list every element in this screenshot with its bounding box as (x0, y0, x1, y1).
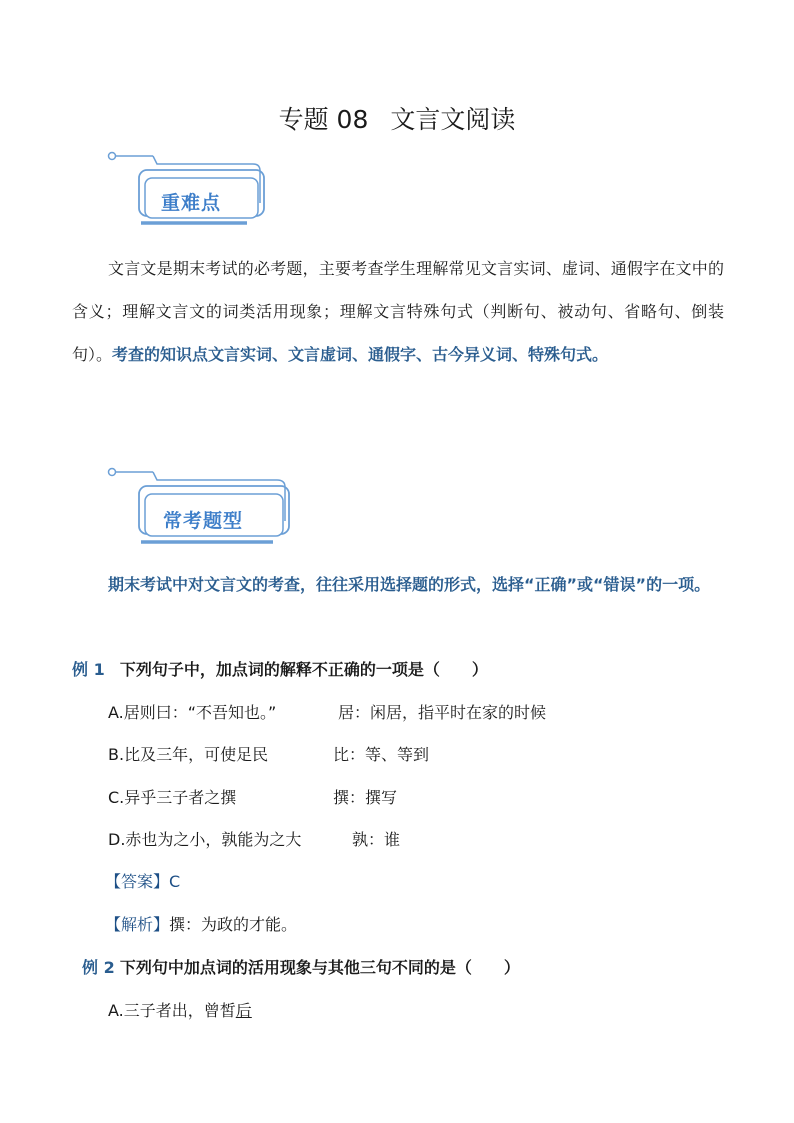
option-row (108, 785, 398, 808)
option-text: A.居则曰：“不吾知也。” (108, 703, 277, 722)
option-row (108, 827, 401, 850)
example1-question-line (72, 657, 488, 680)
intro-text: 文言文是期末考试的必考题，主要考查学生理解常见文言实词、虚词、通假字在文中的含义；理解文言文的词类活用现象；理解文言特殊句式（判断句、被动句、省略句、倒装句）。 (72, 259, 724, 364)
title-part1: 专题 08 (278, 105, 369, 134)
answer-line (105, 869, 180, 892)
example-label: 例 1 (72, 660, 105, 679)
option-text: D.赤也为之小，孰能为之大 (108, 830, 302, 849)
example2-question-line (82, 955, 520, 978)
marked-word: 后 (235, 1001, 252, 1020)
intro-highlight: 考查的知识点文言实词、文言虚词、通假字、古今异义词、特殊句式。 (112, 345, 609, 364)
option-gloss: 比：等、等到 (333, 745, 430, 764)
option-row (108, 700, 547, 723)
option-gloss: 孰：谁 (352, 830, 401, 849)
page-title (0, 100, 794, 136)
option-gloss: 居：闲居，指平时在家的时候 (338, 703, 547, 722)
section-banner-question-types (105, 466, 295, 556)
analysis-line (105, 912, 297, 935)
analysis-text: 撰：为政的才能。 (169, 915, 298, 934)
option-text: A.三子者出，曾皙 (108, 1001, 236, 1020)
example-question: 下列句中加点词的活用现象与其他三句不同的是（ ） (119, 958, 520, 977)
option-text: C.异乎三子者之撰 (108, 788, 237, 807)
example-question: 下列句子中，加点词的解释不正确的一项是（ ） (119, 660, 488, 679)
option-text: B.比及三年，可使足民 (108, 745, 269, 764)
option-gloss: 撰：撰写 (333, 788, 398, 807)
question-type-note: 期末考试中对文言文的考查，往往采用选择题的形式，选择“正确”或“错误”的一项。 (108, 575, 711, 594)
answer-value: C (169, 872, 181, 891)
intro-paragraph (72, 247, 724, 376)
option-row (108, 742, 430, 765)
section-label: 常考题型 (163, 510, 244, 532)
example-label: 例 2 (82, 958, 115, 977)
section-banner-difficulty (105, 148, 295, 238)
analysis-label: 【解析】 (105, 915, 170, 934)
option-row (108, 998, 252, 1021)
answer-label: 【答案】 (105, 872, 170, 891)
section-label: 重难点 (161, 192, 222, 214)
title-part2: 文言文阅读 (390, 105, 516, 134)
